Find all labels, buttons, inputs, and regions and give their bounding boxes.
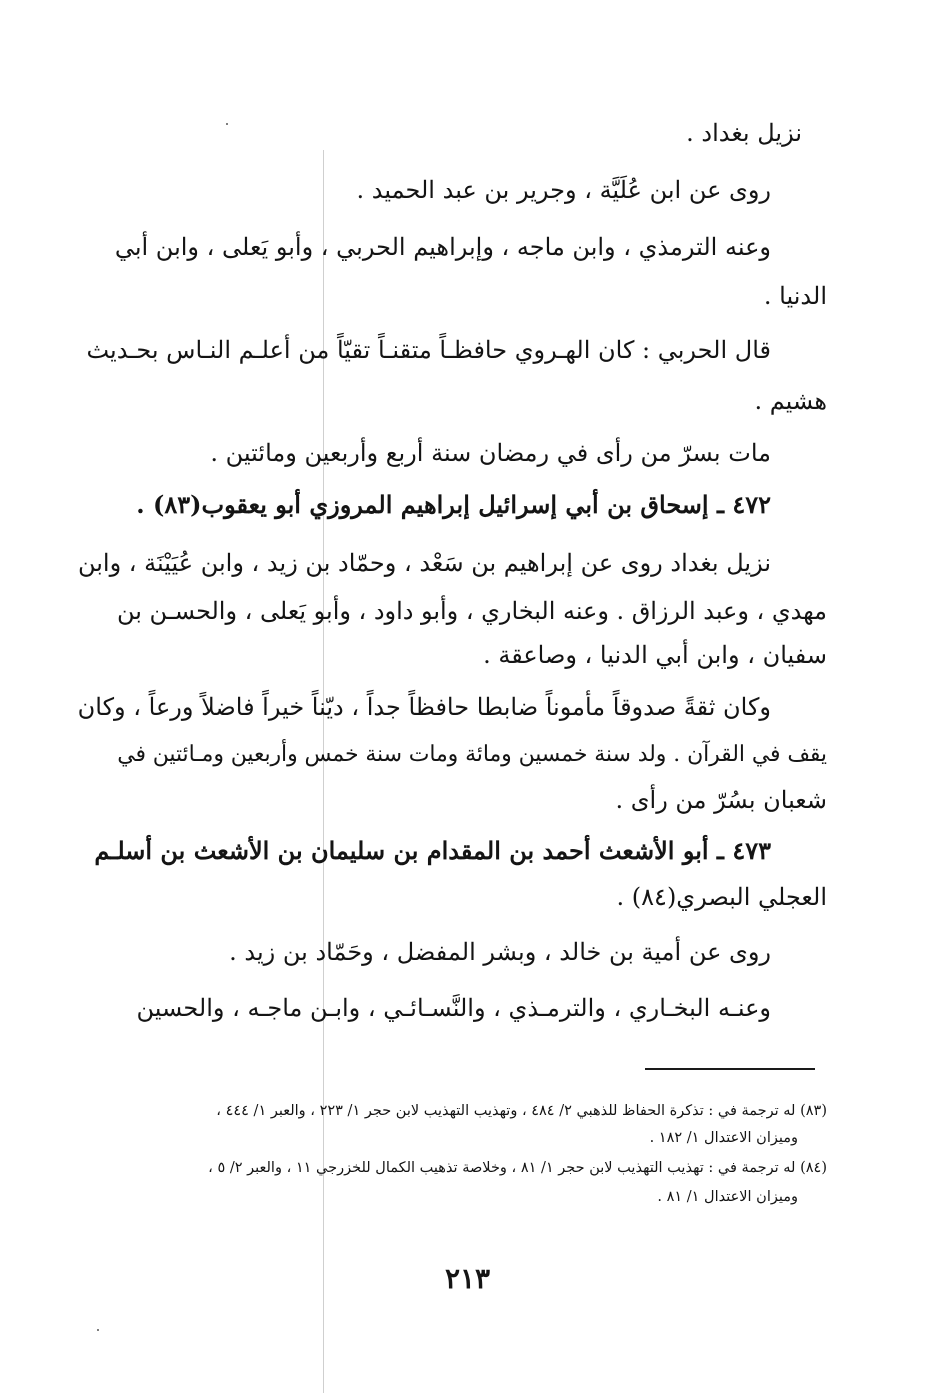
body-line: شعبان بسُرّ من رأى . xyxy=(615,786,827,814)
body-line: وعنه الترمذي ، وابن ماجه ، وإبراهيم الحربي ، وأبو يَعلى ، وابن أبي xyxy=(114,233,771,261)
body-line: هشيم . xyxy=(754,387,827,415)
footnote-line: وميزان الاعتدال ١/ ٨١ . xyxy=(657,1189,798,1205)
body-line: روى عن أمية بن خالد ، وبشر المفضل ، وحَمّاد بن زيد . xyxy=(229,938,771,966)
scan-speck xyxy=(226,123,228,125)
page-number: ٢١٣ xyxy=(444,1262,491,1295)
body-line: وكان ثقةً صدوقاً مأموناً ضابطا حافظاً جداً ، ديّناً خيراً فاضلاً ورعاً ، وكان xyxy=(77,693,771,721)
footnote-line: (٨٣) له ترجمة في : تذكرة الحفاظ للذهبي ٢/ ٤٨٤ ، وتهذيب التهذيب لابن حجر ١/ ٢٢٣ ، والعبر ١/ ٤٤٤ ، xyxy=(216,1103,827,1119)
footnote-line: وميزان الاعتدال ١/ ١٨٢ . xyxy=(649,1130,798,1146)
body-line: قال الحربي : كان الهـروي حافظـاً متقنـاً تقيّاً من أعلـم النـاس بحـديث xyxy=(86,336,771,364)
body-line: نزيل بغداد . xyxy=(686,119,802,147)
entry-heading: ٤٧٣ ـ أبو الأشعث أحمد بن المقدام بن سليمان بن الأشعث بن أسلـم xyxy=(94,836,771,865)
scan-speck xyxy=(97,1329,99,1331)
footnote-line: (٨٤) له ترجمة في : تهذيب التهذيب لابن حجر ١/ ٨١ ، وخلاصة تذهيب الكمال للخزرجي ١١ ، والعبر ٢/ ٥ ، xyxy=(208,1160,827,1176)
body-line: الدنيا . xyxy=(763,282,827,310)
body-line: العجلي البصري(٨٤) . xyxy=(616,883,827,911)
body-line: وعنـه البخـاري ، والترمـذي ، والنَّسـائـي ، وابـن ماجـه ، والحسين xyxy=(136,994,771,1022)
body-line: سفيان ، وابن أبي الدنيا ، وصاعقة . xyxy=(483,641,827,669)
body-line: مهدي ، وعبد الرزاق . وعنه البخاري ، وأبو داود ، وأبو يَعلى ، والحسـن بن xyxy=(116,597,827,625)
body-line: نزيل بغداد روى عن إبراهيم بن سَعْد ، وحمّاد بن زيد ، وابن عُيَيْنَة ، وابن xyxy=(77,549,771,577)
body-line: روى عن ابن عُلَيَّة ، وجرير بن عبد الحميد . xyxy=(356,176,771,204)
footnote-separator xyxy=(645,1068,815,1070)
body-line: مات بسرّ من رأى في رمضان سنة أربع وأربعين ومائتين . xyxy=(210,439,771,467)
body-line: يقف في القرآن . ولد سنة خمسين ومائة ومات سنة خمس وأربعين ومـائتين في xyxy=(117,742,827,767)
entry-heading: ٤٧٢ ـ إسحاق بن أبي إسرائيل إبراهيم المروزي أبو يعقوب(٨٣) . xyxy=(136,490,771,519)
